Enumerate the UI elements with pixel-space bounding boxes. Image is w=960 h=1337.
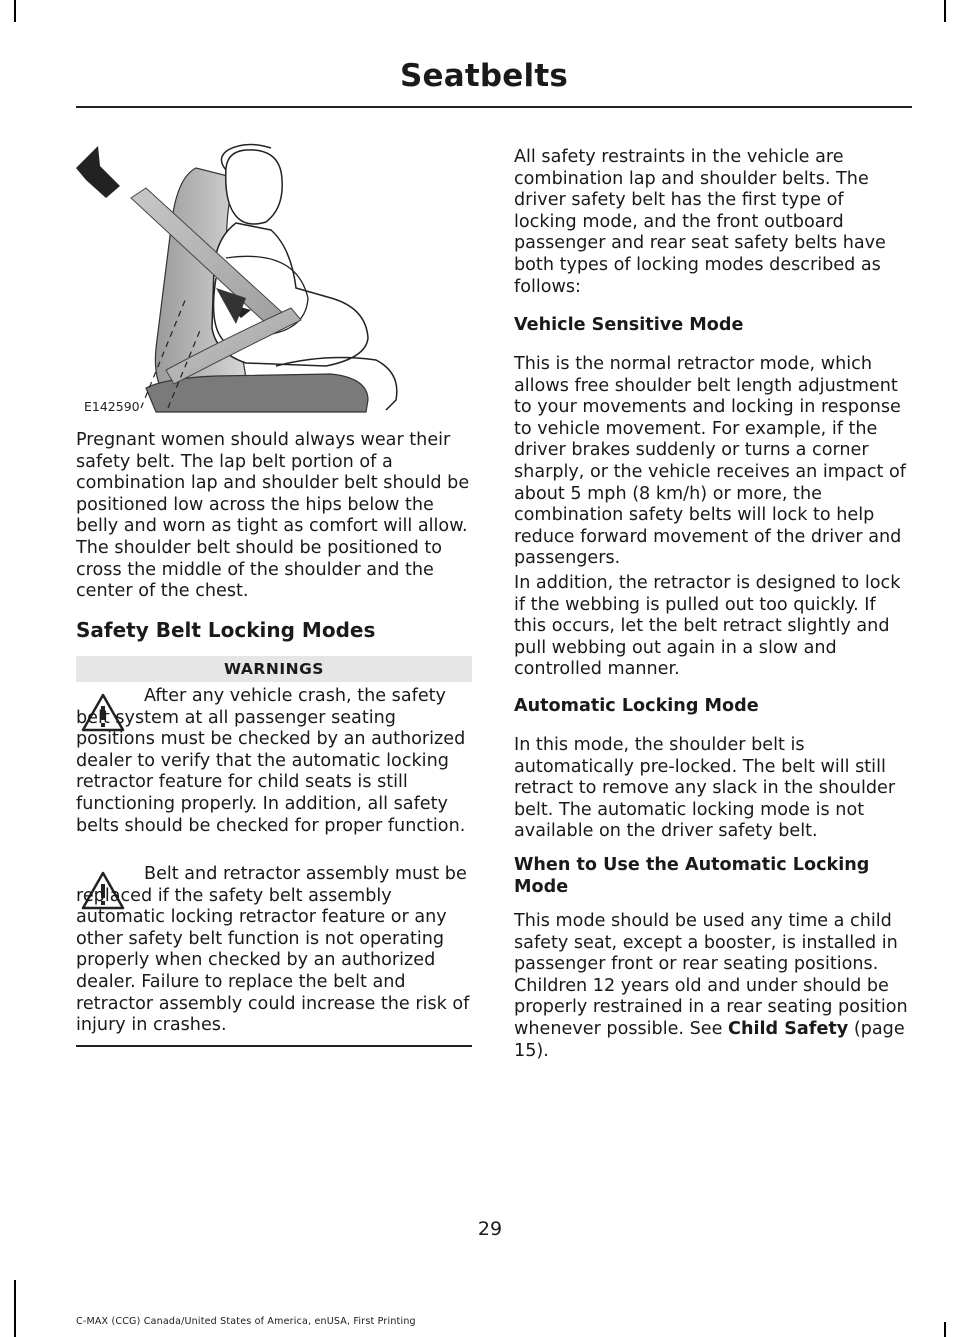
retractor-paragraph [514, 573, 910, 681]
seatbelt-figure-svg [76, 138, 406, 416]
warning-2 [76, 864, 474, 1037]
warning-2-text: Belt and retractor assembly must be replaced if the safety belt assembly automatic locking retractor feature or any other safety belt function is not operating properly when checked by an authorized dealer. Failure to replace the belt and retractor assembly could increase the risk of injury in crashes. [76, 864, 470, 1036]
automatic-locking-paragraph [514, 735, 910, 843]
figure-code: E142590 [84, 399, 140, 414]
warning-1-text: After any vehicle crash, the safety belt system at all passenger seating positions must be checked by an authorized dealer to verify that the automatic locking retractor feature for child seats is still functioning properly. In addition, all safety belts should be checked for proper function. [76, 686, 466, 836]
intro-text: Pregnant women should always wear their safety belt. The lap belt portion of a combination lap and shoulder belt should be positioned low across the hips below the belly and worn as tight as comfort will allow. The shoulder belt should be positioned to cross the middle of the shoulder and the center of the chest. [76, 430, 470, 602]
page-number: 29 [477, 1218, 503, 1240]
footer-text: C-MAX (CCG) Canada/United States of America, enUSA, First Printing [76, 1316, 416, 1327]
restraints-text: All safety restraints in the vehicle are combination lap and shoulder belts. The driver safety belt has the first type of locking mode, and the front outboard passenger and rear seat safety belts have both types of locking modes described as follows: [514, 147, 886, 297]
when-to-use-paragraph [514, 911, 910, 1062]
crop-mark [14, 1280, 16, 1337]
when-to-use-heading: When to Use the Automatic Locking Mode [514, 855, 870, 897]
header-divider [76, 106, 912, 108]
section-heading: Safety Belt Locking Modes [76, 618, 376, 642]
crop-mark [14, 0, 16, 22]
restraints-paragraph [514, 147, 910, 298]
child-safety-link[interactable]: Child Safety [728, 1018, 849, 1039]
page-title: Seatbelts [399, 58, 568, 94]
crop-mark [944, 0, 946, 22]
warnings-end-divider [76, 1045, 472, 1047]
when-to-use-text [514, 911, 910, 1062]
retractor-text: In addition, the retractor is designed to lock if the webbing is pulled out too quickly. If this occurs, let the belt retract slightly and pull webbing out again in a slow and controlled manner. [514, 573, 901, 680]
warning-1 [76, 686, 474, 837]
crop-mark [944, 1322, 946, 1337]
automatic-locking-heading: Automatic Locking Mode [514, 696, 759, 716]
pregnant-seatbelt-illustration [76, 138, 406, 416]
vehicle-sensitive-heading: Vehicle Sensitive Mode [514, 315, 744, 335]
vehicle-sensitive-paragraph [514, 354, 910, 570]
warnings-header: WARNINGS [76, 656, 472, 682]
vehicle-sensitive-text: This is the normal retractor mode, which allows free shoulder belt length adjustment to your movements and locking in response to vehicle movement. For example, if the driver brakes suddenly or turns a corner sharply, or the vehicle receives an impact of about 5 mph (8 km/h) or more, the combination safety belts will lock to help reduce forward movement of the driver and passengers. [514, 354, 906, 569]
intro-paragraph [76, 430, 474, 603]
when-to-use-body: This mode should be used any time a child safety seat, except a booster, is installed in passenger front or rear seating positions. Children 12 years old and under should be properly restrained in a rear seating position whenever possible. See [514, 911, 908, 1039]
automatic-locking-text: In this mode, the shoulder belt is automatically pre-locked. The belt will still retract to remove any slack in the shoulder belt. The automatic locking mode is not available on the driver safety belt. [514, 735, 896, 842]
page-reference: (page 15). [514, 1018, 905, 1061]
